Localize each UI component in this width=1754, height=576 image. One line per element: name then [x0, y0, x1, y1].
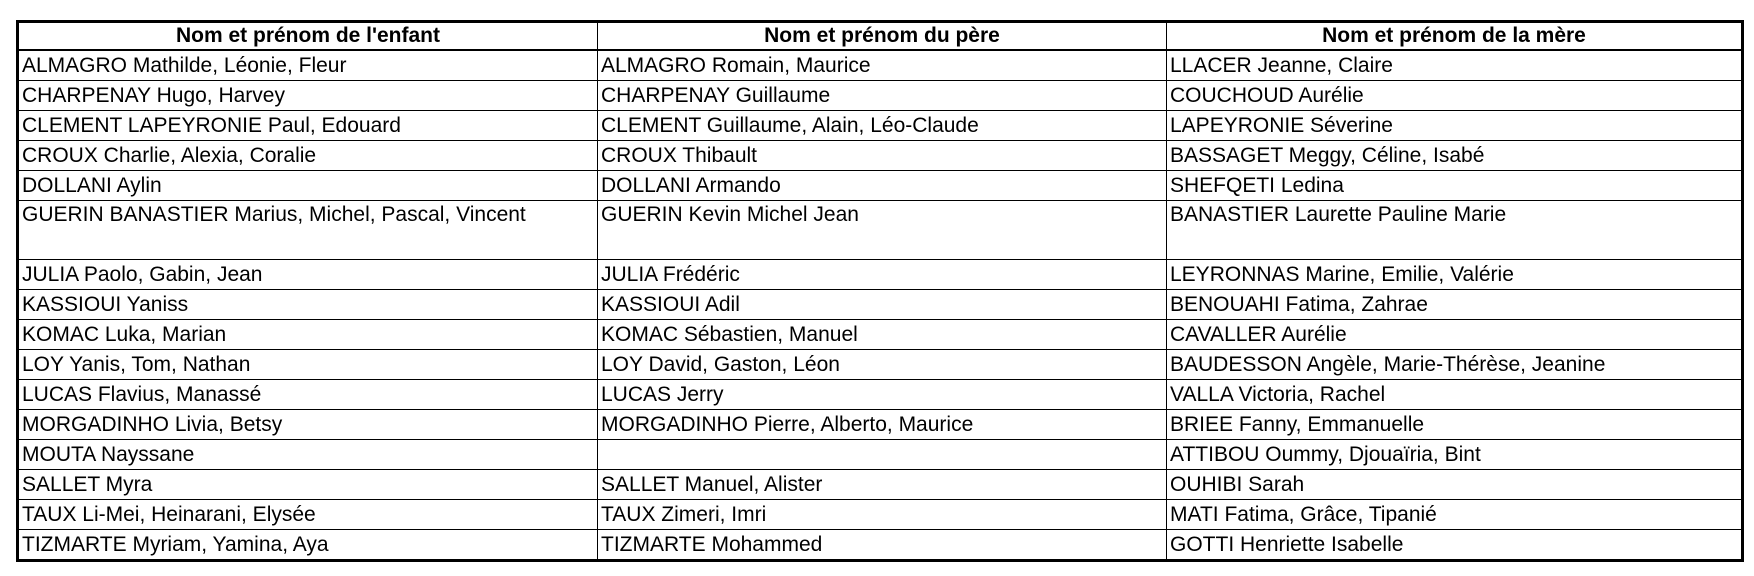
table-row: [18, 111, 1743, 141]
table-row: [18, 320, 1743, 350]
father-name-cell: TIZMARTE Mohammed: [598, 530, 1167, 561]
header-row: [18, 22, 1743, 51]
table-row: [18, 350, 1743, 380]
child-name-cell: GUERIN BANASTIER Marius, Michel, Pascal, Vincent: [18, 201, 598, 260]
child-name-cell: TIZMARTE Myriam, Yamina, Aya: [18, 530, 598, 561]
child-name-cell: MORGADINHO Livia, Betsy: [18, 410, 598, 440]
father-name-cell: CLEMENT Guillaume, Alain, Léo-Claude: [598, 111, 1167, 141]
mother-name-cell: BASSAGET Meggy, Céline, Isabé: [1167, 141, 1743, 171]
child-name-cell: KOMAC Luka, Marian: [18, 320, 598, 350]
father-name-cell: CROUX Thibault: [598, 141, 1167, 171]
mother-name-cell: LEYRONNAS Marine, Emilie, Valérie: [1167, 260, 1743, 290]
child-name-cell: ALMAGRO Mathilde, Léonie, Fleur: [18, 50, 598, 81]
child-name-cell: KASSIOUI Yaniss: [18, 290, 598, 320]
mother-name-cell: SHEFQETI Ledina: [1167, 171, 1743, 201]
table-row: [18, 141, 1743, 171]
table-row: [18, 530, 1743, 561]
child-name-cell: CROUX Charlie, Alexia, Coralie: [18, 141, 598, 171]
child-name-cell: SALLET Myra: [18, 470, 598, 500]
father-name-cell: SALLET Manuel, Alister: [598, 470, 1167, 500]
mother-name-cell: BENOUAHI Fatima, Zahrae: [1167, 290, 1743, 320]
father-name-cell: CHARPENAY Guillaume: [598, 81, 1167, 111]
mother-name-cell: ATTIBOU Oummy, Djouaïria, Bint: [1167, 440, 1743, 470]
table-row: [18, 50, 1743, 81]
father-name-cell: KASSIOUI Adil: [598, 290, 1167, 320]
father-name-cell: LUCAS Jerry: [598, 380, 1167, 410]
records-body: [18, 50, 1743, 561]
mother-name-cell: BAUDESSON Angèle, Marie-Thérèse, Jeanine: [1167, 350, 1743, 380]
mother-name-cell: COUCHOUD Aurélie: [1167, 81, 1743, 111]
table-row: [18, 290, 1743, 320]
mother-name-cell: BANASTIER Laurette Pauline Marie: [1167, 201, 1743, 260]
child-name-cell: JULIA Paolo, Gabin, Jean: [18, 260, 598, 290]
child-name-cell: TAUX Li-Mei, Heinarani, Elysée: [18, 500, 598, 530]
mother-name-cell: BRIEE Fanny, Emmanuelle: [1167, 410, 1743, 440]
father-name-cell: ALMAGRO Romain, Maurice: [598, 50, 1167, 81]
father-name-cell: DOLLANI Armando: [598, 171, 1167, 201]
table-row: [18, 470, 1743, 500]
mother-name-cell: GOTTI Henriette Isabelle: [1167, 530, 1743, 561]
father-name-cell: LOY David, Gaston, Léon: [598, 350, 1167, 380]
father-name-cell: [598, 440, 1167, 470]
father-name-cell: MORGADINHO Pierre, Alberto, Maurice: [598, 410, 1167, 440]
mother-name-cell: VALLA Victoria, Rachel: [1167, 380, 1743, 410]
table-row: [18, 81, 1743, 111]
column-header-child: Nom et prénom de l'enfant: [18, 22, 598, 51]
table-row: [18, 380, 1743, 410]
child-name-cell: CHARPENAY Hugo, Harvey: [18, 81, 598, 111]
father-name-cell: GUERIN Kevin Michel Jean: [598, 201, 1167, 260]
column-header-mother: Nom et prénom de la mère: [1167, 22, 1743, 51]
table-row: [18, 260, 1743, 290]
mother-name-cell: LLACER Jeanne, Claire: [1167, 50, 1743, 81]
table-row: [18, 171, 1743, 201]
column-header-father: Nom et prénom du père: [598, 22, 1167, 51]
table-row: [18, 440, 1743, 470]
mother-name-cell: LAPEYRONIE Séverine: [1167, 111, 1743, 141]
records-table: [16, 20, 1744, 562]
child-name-cell: LOY Yanis, Tom, Nathan: [18, 350, 598, 380]
table-row: [18, 201, 1743, 260]
table-row: [18, 500, 1743, 530]
child-name-cell: CLEMENT LAPEYRONIE Paul, Edouard: [18, 111, 598, 141]
mother-name-cell: MATI Fatima, Grâce, Tipanié: [1167, 500, 1743, 530]
child-name-cell: LUCAS Flavius, Manassé: [18, 380, 598, 410]
father-name-cell: JULIA Frédéric: [598, 260, 1167, 290]
father-name-cell: TAUX Zimeri, Imri: [598, 500, 1167, 530]
child-name-cell: DOLLANI Aylin: [18, 171, 598, 201]
child-name-cell: MOUTA Nayssane: [18, 440, 598, 470]
table-row: [18, 410, 1743, 440]
father-name-cell: KOMAC Sébastien, Manuel: [598, 320, 1167, 350]
mother-name-cell: CAVALLER Aurélie: [1167, 320, 1743, 350]
mother-name-cell: OUHIBI Sarah: [1167, 470, 1743, 500]
